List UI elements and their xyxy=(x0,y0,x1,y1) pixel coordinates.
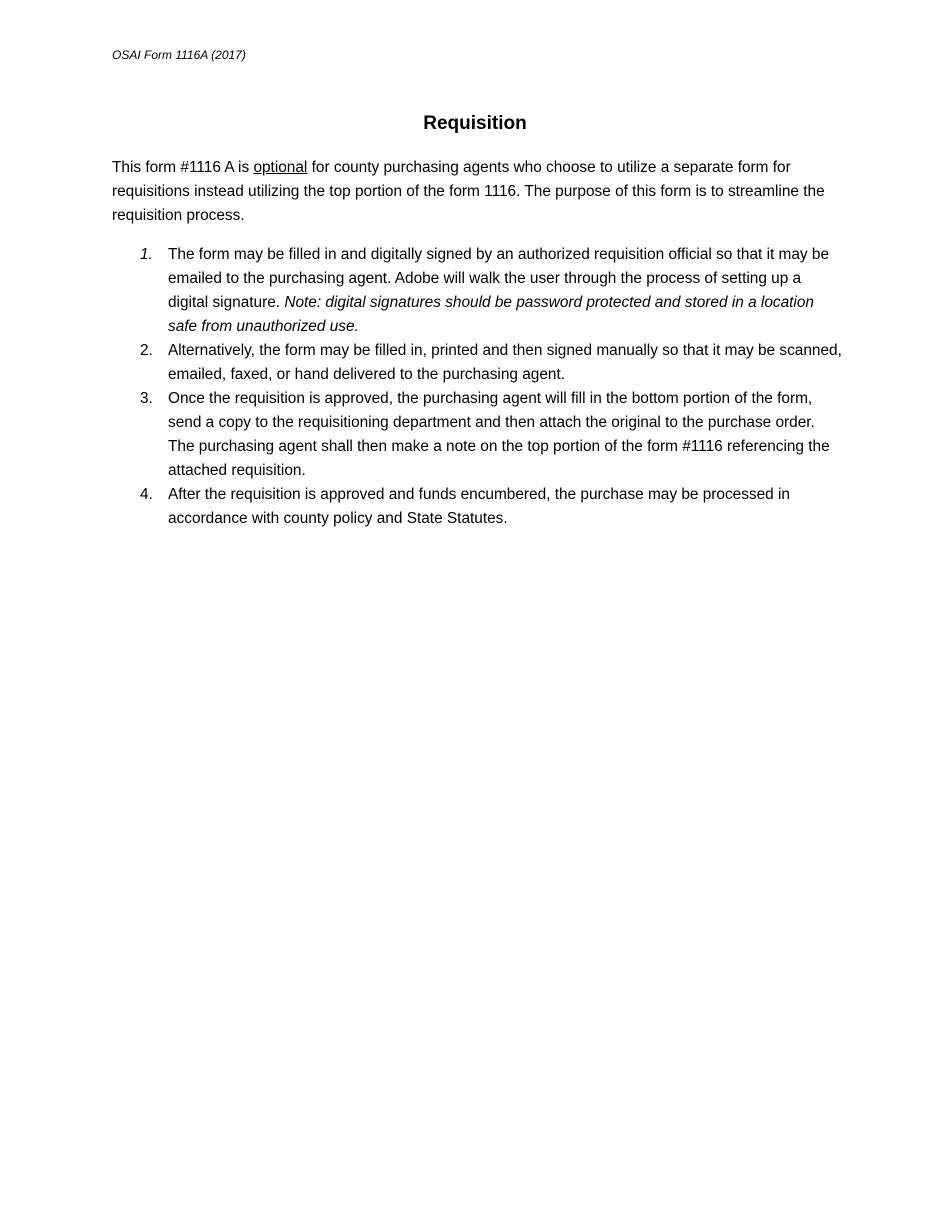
list-item-text: The form may be filled in and digitally signed by an authorized requisition official so that it may be emailed to the purchasing agent. Adobe will walk the user through the process of setting up a digital signature. xyxy=(168,246,830,311)
list-item xyxy=(112,243,842,339)
intro-paragraph xyxy=(112,156,842,228)
list-item-number: 3. xyxy=(140,390,153,407)
intro-text-after: for county purchasing agents who choose to utilize a separate form for requisitions instead utilizing the top portion of the form 1116. The purpose of this form is to streamline the requisition process. xyxy=(112,159,825,224)
instructions-list xyxy=(112,243,842,531)
intro-underlined-word: optional xyxy=(253,159,308,176)
page-title: Requisition xyxy=(423,113,527,134)
list-item-note: Note: digital signatures should be password protected and stored in a location safe from unauthorized use. xyxy=(168,294,814,335)
list-item-text: Alternatively, the form may be filled in, printed and then signed manually so that it may be scanned, emailed, faxed, or hand delivered to the purchasing agent. xyxy=(168,342,842,383)
form-identifier: OSAI Form 1116A (2017) xyxy=(112,48,246,62)
list-item-number: 4. xyxy=(140,486,153,503)
list-item-number: 1. xyxy=(140,246,153,263)
list-item-text: After the requisition is approved and funds encumbered, the purchase may be processed in accordance with county policy and State Statutes. xyxy=(168,486,790,527)
list-item xyxy=(112,387,842,483)
intro-text-before: This form #1116 A is xyxy=(112,159,254,176)
list-item xyxy=(112,339,842,387)
list-item xyxy=(112,483,842,531)
list-item-text: Once the requisition is approved, the purchasing agent will fill in the bottom portion of the form, send a copy to the requisitioning department and then attach the original to the purchase order. The purchasing agent shall then make a note on the top portion of the form #1116 referencing the attached requisition. xyxy=(168,390,830,479)
list-item-number: 2. xyxy=(140,342,153,359)
